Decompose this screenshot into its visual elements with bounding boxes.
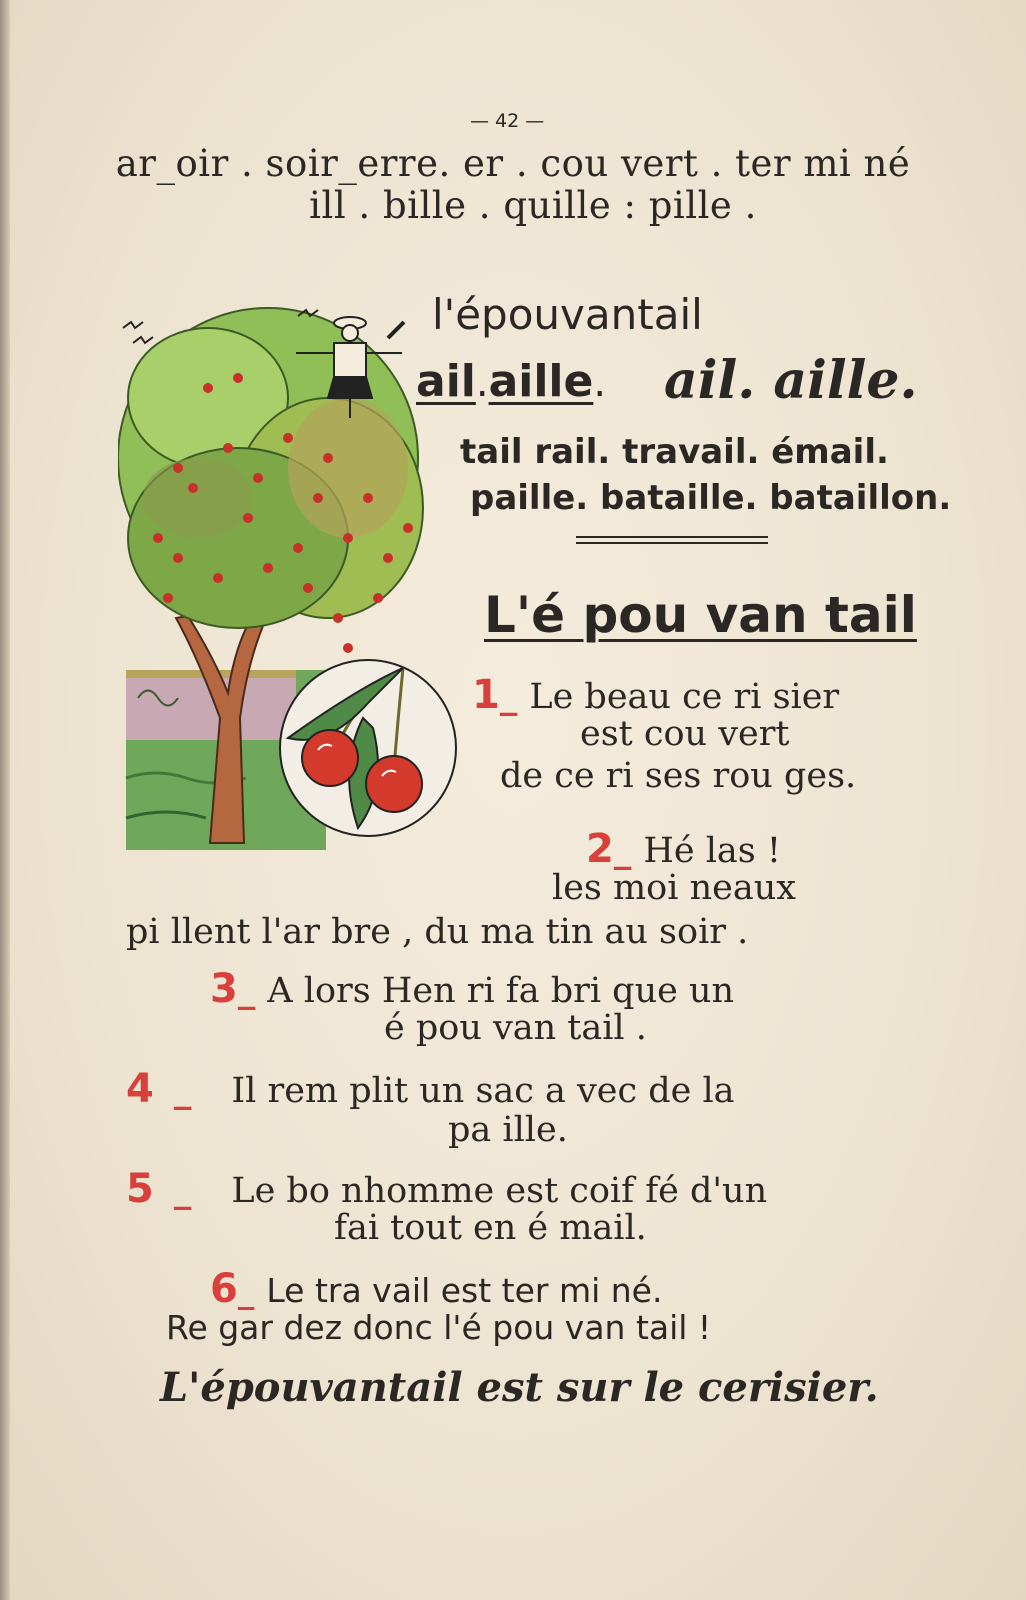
paragraph-6-line-2: Re gar dez donc l'é pou van tail ! bbox=[166, 1308, 712, 1347]
closing-sentence: L'épouvantail est sur le cerisier. bbox=[160, 1364, 879, 1411]
paragraph-1-line-3: de ce ri ses rou ges. bbox=[500, 756, 857, 796]
paragraph-2-line-3: pi llent l'ar bre , du ma tin au soir . bbox=[126, 912, 749, 952]
page-edge bbox=[0, 0, 10, 1600]
line-text: Le tra vail est ter mi né. bbox=[266, 1271, 663, 1310]
page-number: — 42 — bbox=[470, 110, 545, 132]
divider-rule-2 bbox=[576, 542, 768, 544]
cherry-tree-scarecrow-illustration bbox=[118, 298, 460, 858]
paragraph-1-line-2: est cou vert bbox=[580, 714, 790, 754]
syllable-line-1: ar_oir . soir_erre. er . cou vert . ter mi né bbox=[115, 142, 911, 185]
paragraph-6-line-1: 6_ Le tra vail est ter mi né. bbox=[210, 1266, 663, 1312]
paragraph-4-line-1: 4 _ Il rem plit un sac a vec de la bbox=[126, 1066, 735, 1112]
line-text: Il rem plit un sac a vec de la bbox=[231, 1071, 735, 1111]
reading-heading: L'é pou van tail bbox=[484, 586, 917, 644]
paragraph-1-line-1: 1_ Le beau ce ri sier bbox=[472, 672, 840, 718]
line-text: Hé las ! bbox=[643, 831, 781, 871]
word-list-2: paille. bataille. bataillon. bbox=[470, 478, 952, 518]
divider-rule bbox=[576, 536, 768, 538]
keyword: l'épouvantail bbox=[432, 290, 703, 339]
paragraph-number: 6 bbox=[210, 1266, 238, 1312]
paragraph-5-line-2: fai tout en é mail. bbox=[334, 1208, 647, 1248]
paragraph-number: 5 bbox=[126, 1166, 154, 1212]
paragraph-number: 2 bbox=[586, 826, 614, 872]
syllable-line-2: ill . bille . quille : pille . bbox=[309, 184, 757, 227]
paragraph-number: 3 bbox=[210, 966, 238, 1012]
sound-ail: ail bbox=[416, 356, 476, 407]
line-text: Le beau ce ri sier bbox=[529, 677, 840, 717]
line-text: A lors Hen ri fa bri que un bbox=[267, 971, 735, 1011]
paragraph-4-line-2: pa ille. bbox=[448, 1110, 568, 1150]
paragraph-2-line-1: 2_ Hé las ! bbox=[586, 826, 781, 872]
paragraph-3-line-2: é pou van tail . bbox=[384, 1008, 647, 1048]
paragraph-5-line-1: 5 _ Le bo nhomme est coif fé d'un bbox=[126, 1166, 768, 1212]
paragraph-number: 4 bbox=[126, 1066, 154, 1112]
line-text: Le bo nhomme est coif fé d'un bbox=[231, 1171, 768, 1211]
cherries-inset bbox=[280, 660, 456, 836]
word-list-1: tail rail. travail. émail. bbox=[460, 432, 889, 472]
sound-script: ail. aille. bbox=[664, 350, 918, 411]
sound-row: ail.aille. bbox=[416, 356, 607, 407]
sound-aille: aille bbox=[488, 356, 594, 407]
paragraph-number: 1 bbox=[472, 672, 500, 718]
paragraph-2-line-2: les moi neaux bbox=[552, 868, 796, 908]
paragraph-3-line-1: 3_ A lors Hen ri fa bri que un bbox=[210, 966, 735, 1012]
